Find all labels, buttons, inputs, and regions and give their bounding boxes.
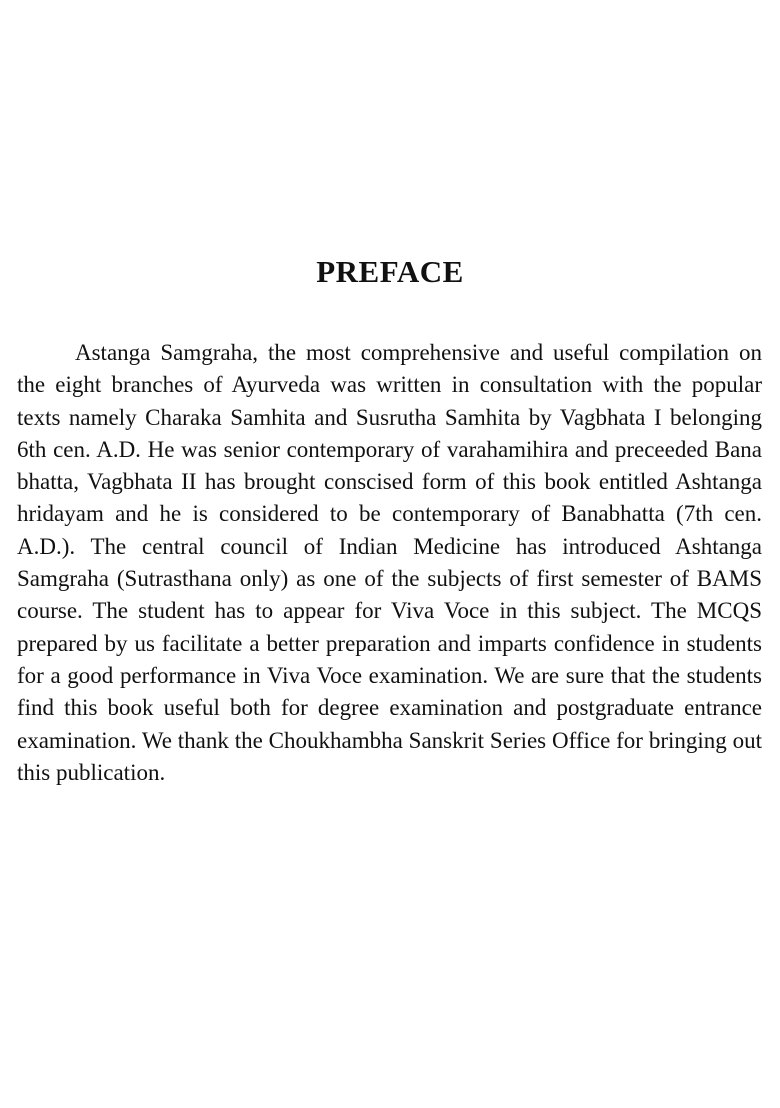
page-title: PREFACE (316, 254, 464, 289)
preface-paragraph: Astanga Samgraha, the most comprehensive and useful compilation on the eight branches of Ayurveda was written in consultation with the popular texts namely Charaka Samhita and Susrutha Samhita by Vagbhata I belonging 6th cen. A.D. He was senior contemporary of varahamihira and preceeded Bana bhatta, Vagbhata II has brought conscised form of this book entitled Ashtanga hridayam and he is considered to be contemporary of Banabhatta (7th cen. A.D.). The central council of Indian Medicine has introduced Ashtanga Samgraha (Sutrasthana only) as one of the subjects of first semester of BAMS course. The student has to appear for Viva Voce in this subject. The MCQS prepared by us facilitate a better preparation and imparts confidence in students for a good performance in Viva Voce examination. We are sure that the students find this book useful both for degree examination and postgraduate entrance examination. We thank the Choukhambha Sanskrit Series Office for bringing out this publication. (17, 340, 762, 785)
